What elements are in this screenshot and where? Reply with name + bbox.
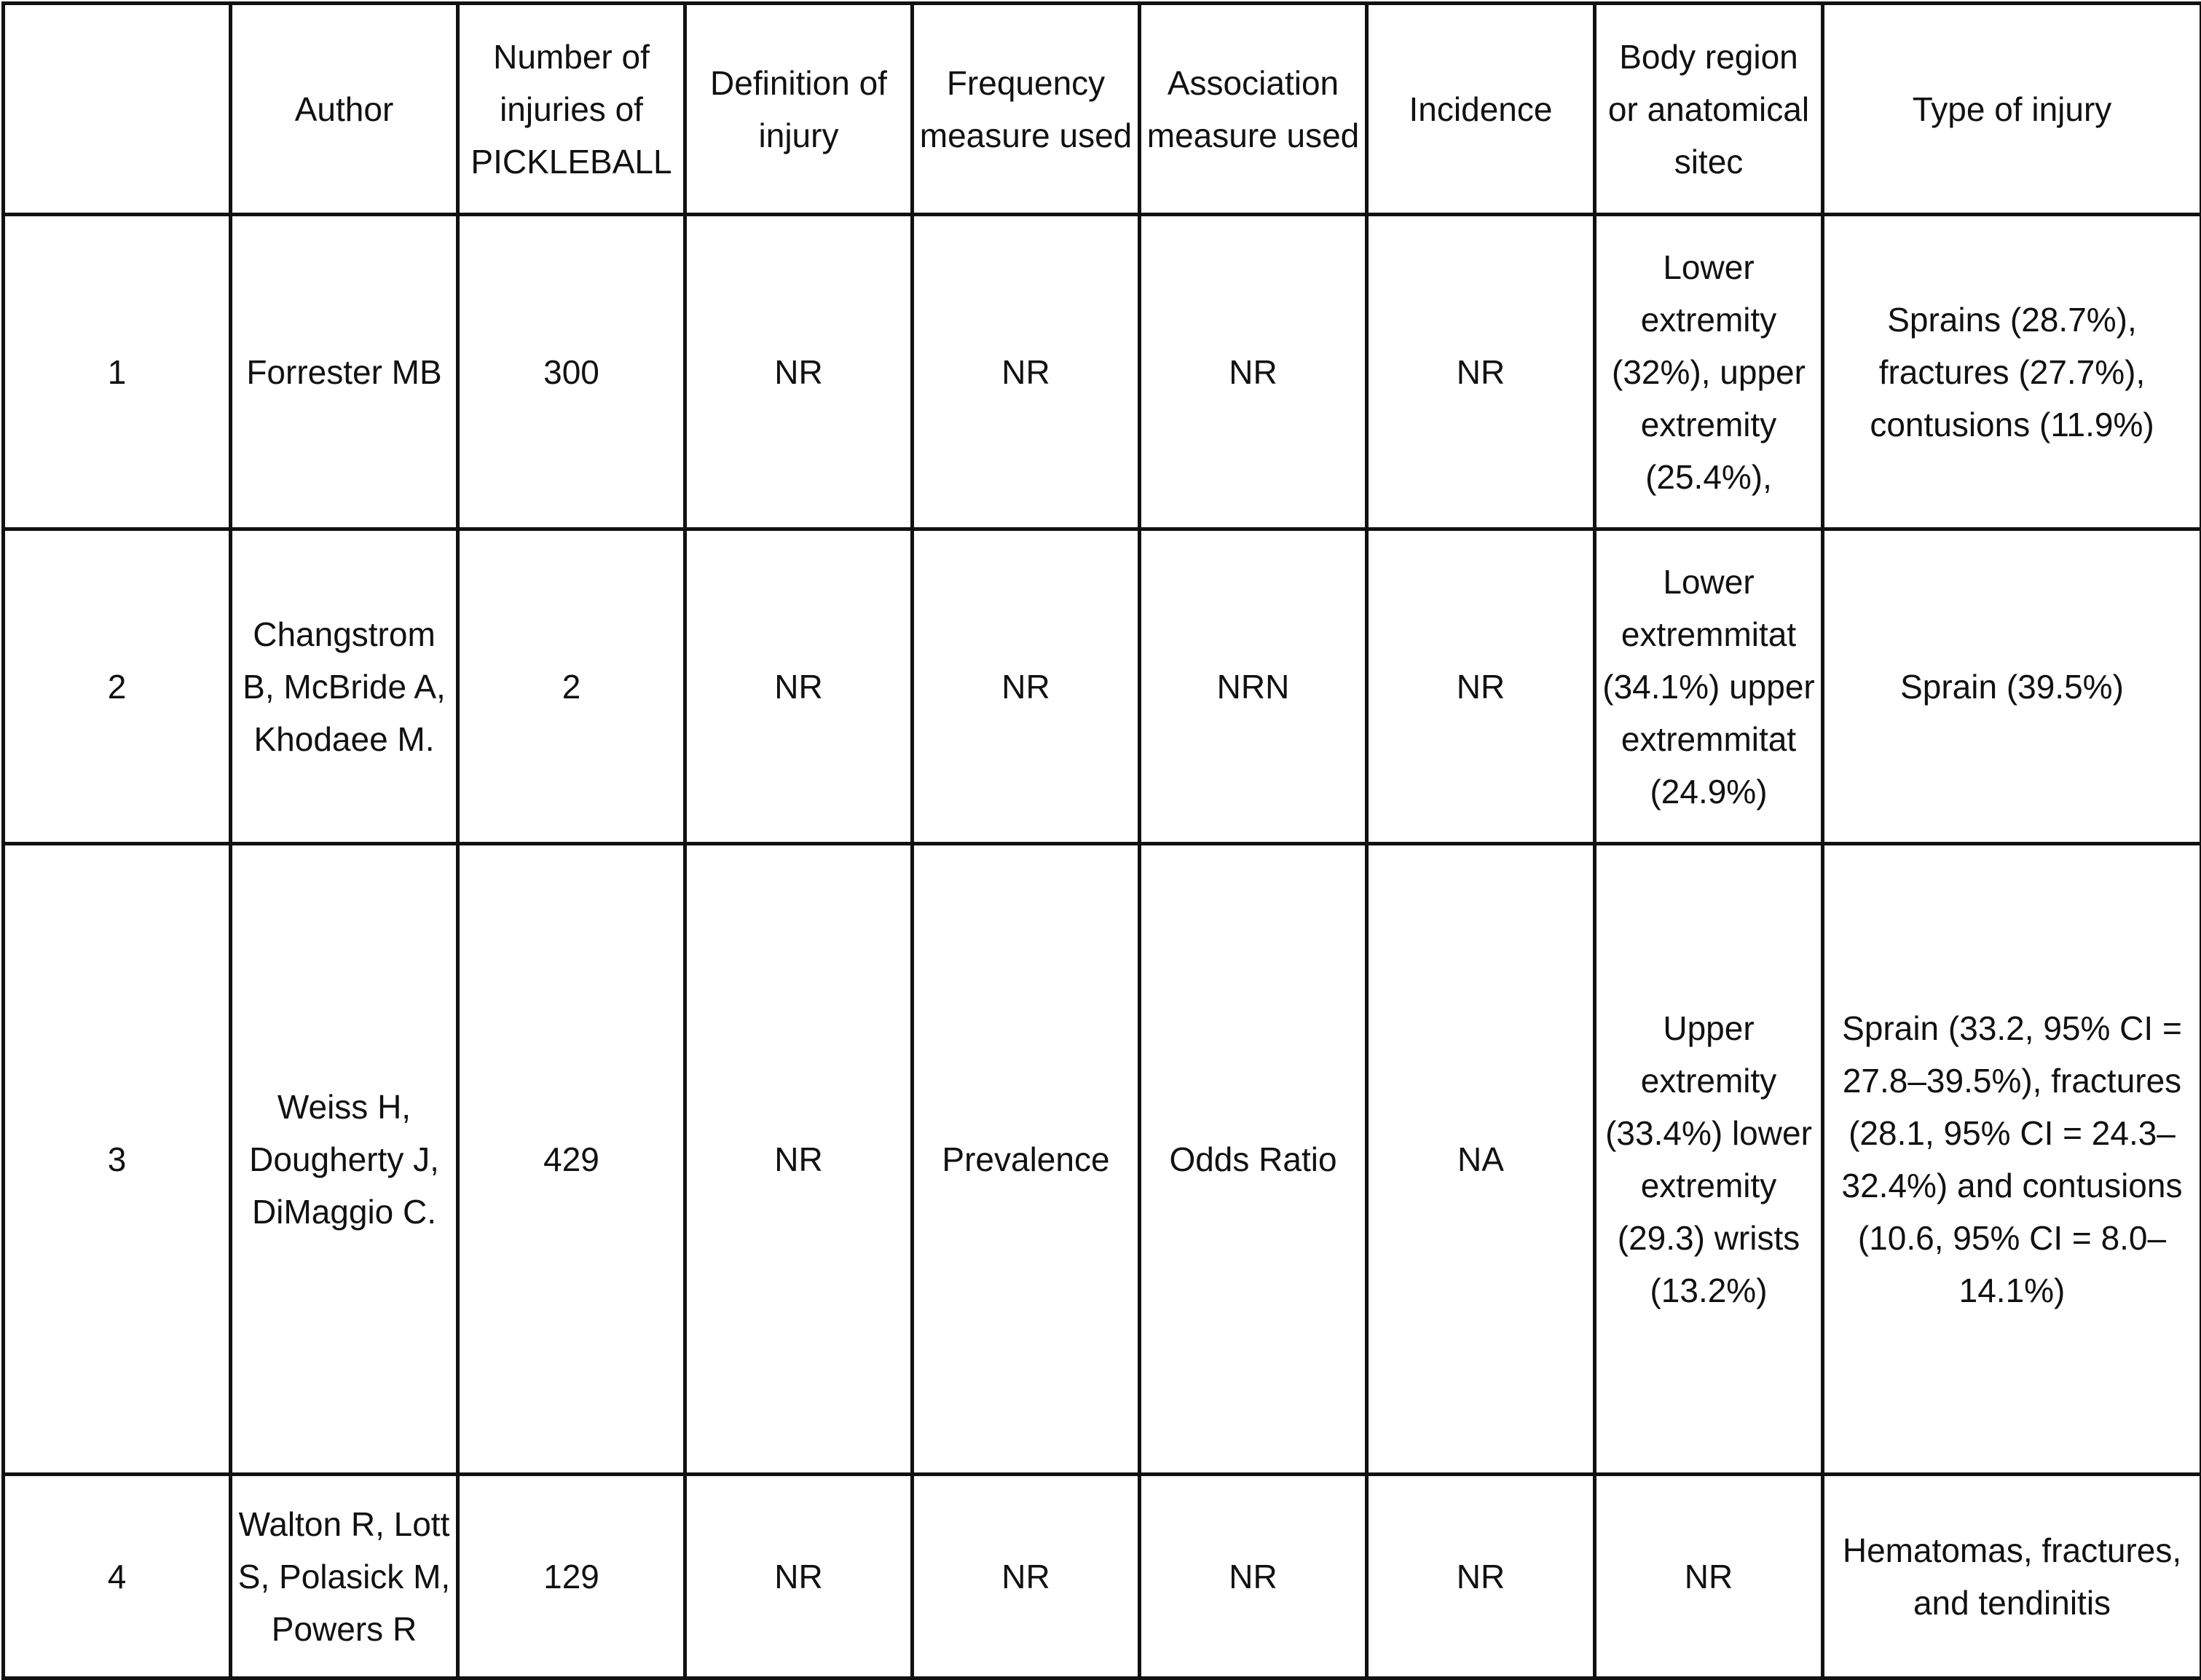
cell-definition: NR	[685, 1475, 913, 1679]
cell-incidence: NR	[1367, 215, 1595, 529]
header-type: Type of injury	[1823, 4, 2201, 215]
cell-type: Sprains (28.7%), fractures (27.7%), contusions (11.9%)	[1823, 215, 2201, 529]
cell-frequency: NR	[913, 529, 1140, 844]
cell-index: 3	[4, 844, 231, 1475]
header-incidence: Incidence	[1367, 4, 1595, 215]
table-row	[4, 215, 2201, 529]
cell-body-region: Upper extremity (33.4%) lower extremity (29.3) wrists (13.2%)	[1595, 844, 1823, 1475]
cell-association: Odds Ratio	[1140, 844, 1367, 1475]
cell-frequency: NR	[913, 215, 1140, 529]
header-index	[4, 4, 231, 215]
cell-incidence: NR	[1367, 529, 1595, 844]
header-frequency: Frequency measure used	[913, 4, 1140, 215]
cell-num-injuries: 129	[458, 1475, 685, 1679]
cell-author: Weiss H, Dougherty J, DiMaggio C.	[231, 844, 458, 1475]
header-association: Association measure used	[1140, 4, 1367, 215]
cell-num-injuries: 300	[458, 215, 685, 529]
cell-type: Sprain (39.5%)	[1823, 529, 2201, 844]
cell-index: 4	[4, 1475, 231, 1679]
cell-body-region: NR	[1595, 1475, 1823, 1679]
cell-definition: NR	[685, 844, 913, 1475]
injury-studies-table	[1, 1, 2201, 1680]
cell-author: Forrester MB	[231, 215, 458, 529]
cell-index: 1	[4, 215, 231, 529]
cell-body-region: Lower extremmitat (34.1%) upper extremmitat (24.9%)	[1595, 529, 1823, 844]
cell-association: NR	[1140, 215, 1367, 529]
cell-association: NR	[1140, 1475, 1367, 1679]
cell-incidence: NR	[1367, 1475, 1595, 1679]
header-definition: Definition of injury	[685, 4, 913, 215]
cell-type: Hematomas, fractures, and tendinitis	[1823, 1475, 2201, 1679]
cell-body-region: Lower extremity (32%), upper extremity (25.4%),	[1595, 215, 1823, 529]
table-row	[4, 844, 2201, 1475]
cell-association: NRN	[1140, 529, 1367, 844]
cell-frequency: NR	[913, 1475, 1140, 1679]
cell-num-injuries: 429	[458, 844, 685, 1475]
cell-num-injuries: 2	[458, 529, 685, 844]
cell-incidence: NA	[1367, 844, 1595, 1475]
cell-index: 2	[4, 529, 231, 844]
table-header-row	[4, 4, 2201, 215]
cell-author: Changstrom B, McBride A, Khodaee M.	[231, 529, 458, 844]
header-author: Author	[231, 4, 458, 215]
table-row	[4, 529, 2201, 844]
cell-frequency: Prevalence	[913, 844, 1140, 1475]
cell-definition: NR	[685, 529, 913, 844]
header-body-region: Body region or anatomical sitec	[1595, 4, 1823, 215]
cell-type: Sprain (33.2, 95% CI = 27.8–39.5%), fractures (28.1, 95% CI = 24.3–32.4%) and contusions (10.6, 95% CI = 8.0–14.1%)	[1823, 844, 2201, 1475]
cell-author: Walton R, Lott S, Polasick M, Powers R	[231, 1475, 458, 1679]
cell-definition: NR	[685, 215, 913, 529]
table-row	[4, 1475, 2201, 1679]
header-num-injuries: Number of injuries of PICKLEBALL	[458, 4, 685, 215]
